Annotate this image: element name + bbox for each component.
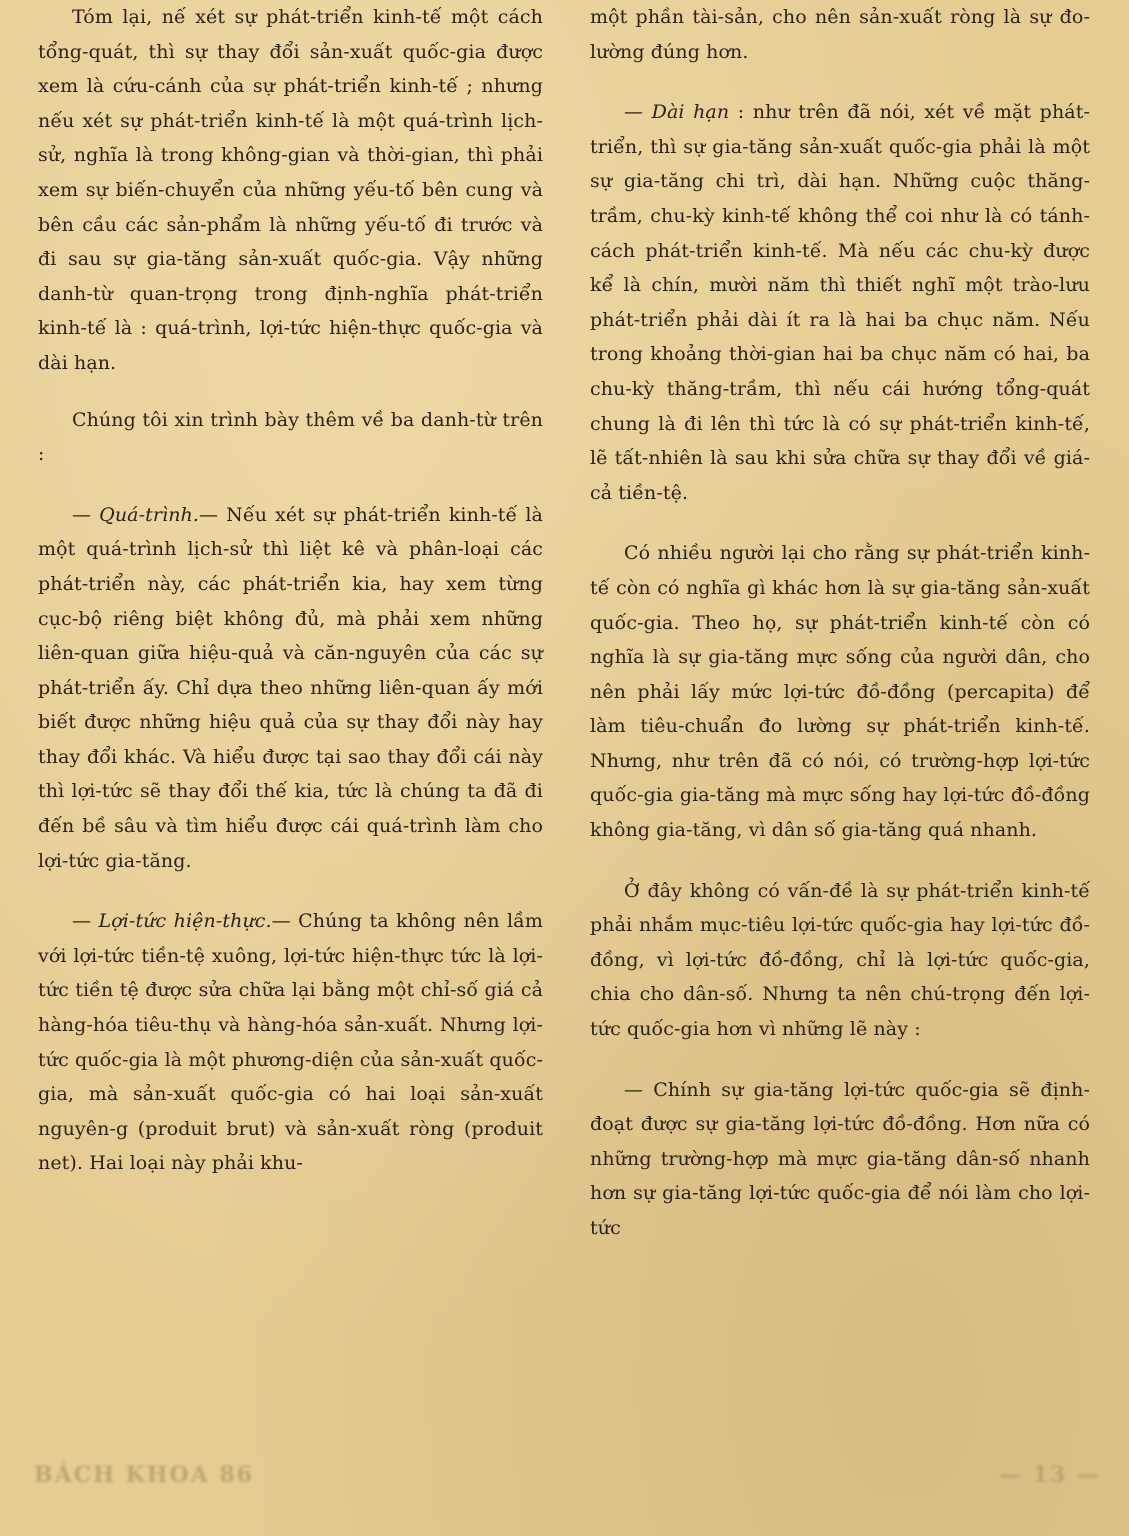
paragraph-three-terms: Chúng tôi xin trình bày thêm về ba danh-từ trên : — [38, 408, 543, 466]
paragraph-population: — Chính sự gia-tăng lợi-tức quốc-gia sẽ định-đoạt được sự gia-tăng lợi-tức đồ-đồng. Hơn nữa có những trường-hợp mà mực gia-tăng dân-số nhanh hơn sự gia-tăng lợi-tức quốc-gia để nói làm cho lợi-tức — [590, 1078, 1090, 1239]
right-column — [590, 0, 1090, 1246]
term-qua-trinh: Quá-trình. — [99, 503, 200, 526]
term-loi-tuc-hien-thuc: Lợi-tức hiện-thực. — [98, 910, 272, 933]
left-column — [38, 0, 543, 1181]
paragraph-percapita: Có nhiều người lại cho rằng sự phát-triển kinh-tế còn có nghĩa gì khác hơn là sự gia-tăng sản-xuất quốc-gia. Theo họ, sự phát-triển kinh-tế còn có nghĩa là sự gia-tăng mực sống của người dân, cho nên phải lấy mức lợi-tức đồ-đồng (percapita) để làm tiêu-chuẩn đo lường sự phát-triển kinh-tế. Nhưng, như trên đã có nói, có trường-hợp lợi-tức quốc-gia gia-tăng mà mực sống hay lợi-tức đồ-đồng không gia-tăng, vì dân số gia-tăng quá nhanh. — [590, 542, 1090, 842]
footer-magazine-name: BÁCH KHOA 86 — [34, 1462, 255, 1488]
paragraph-intro: Tóm lại, nế xét sự phát-triển kinh-tế một cách tổng-quát, thì sự thay đổi sản-xuất quốc-gia được xem là cứu-cánh của sự phát-triển kinh-tế ; nhưng nếu xét sự phát-triển kinh-tế là một quá-trình lịch-sử, nghĩa là trong không-gian và thời-gian, thì phải xem sự biến-chuyển của những yếu-tố bên cung và bên cầu các sản-phẩm là những yếu-tố đi trước và đi sau sự gia-tăng sản-xuất quốc-gia. Vậy những danh-từ quan-trọng trong định-nghĩa phát-triển kinh-tế là : quá-trình, lợi-tức hiện-thực quốc-gia và dài hạn. — [38, 6, 543, 374]
paragraph-continuation: một phần tài-sản, cho nên sản-xuất ròng là sự đo-lường đúng hơn. — [590, 6, 1090, 63]
footer-page-number: — 13 — — [999, 1462, 1101, 1488]
paragraph-qua-trinh-body: — Nếu xét sự phát-triển kinh-tế là một quá-trình lịch-sử thì liệt kê và phân-loại các phát-triển này, các phát-triển kia, hay xem từng cục-bộ riêng biệt không đủ, mà phải xem những liên-quan giữa hiệu-quả và căn-nguyên của các sự phát-triển ấy. Chỉ dựa theo những liên-quan ấy mới biết được những hiệu quả của sự thay đổi này hay thay đổi khác. Và hiểu được tại sao thay đổi cái này thì lợi-tức sẽ thay đổi thế kia, tức là chúng ta đã đi đến bề sâu và tìm hiểu được cái quá-trình làm cho lợi-tức gia-tăng. — [38, 503, 543, 872]
paragraph-qua-trinh — [38, 498, 543, 879]
paragraph-loi-tuc-hien-thuc — [38, 904, 543, 1181]
dash-prefix: — — [624, 101, 652, 124]
paragraph-dai-han-body: : như trên đã nói, xét về mặt phát-triển, thì sự gia-tăng sản-xuất quốc-gia phải là một sự gia-tăng chi trì, dài hạn. Những cuộc thăng-trầm, chu-kỳ kinh-tế không thể coi như là có tánh-cách phát-triển kinh-tế. Mà nếu các chu-kỳ được kể là chín, mười năm thì thiết nghĩ một trào-lưu phát-triển phải dài ít ra là hai ba chục năm. Nếu trong khoảng thời-gian hai ba chục năm có hai, ba chu-kỳ thăng-trầm, thì nếu cái hướng tổng-quát chung là đi lên thì tức là có sự phát-triển kinh-tế, lẽ tất-nhiên là sau khi sửa chữa sự thay đổi về giá-cả tiền-tệ. — [590, 101, 1090, 504]
dash-prefix: — — [72, 910, 99, 933]
paragraph-national-income: Ở đây không có vấn-đề là sự phát-triển kinh-tế phải nhắm mục-tiêu lợi-tức quốc-gia hay lợi-tức đồ-đồng, vì lợi-tức đồ-đồng, chỉ là lợi-tức quốc-gia, chia cho dân-số. Nhưng ta nên chú-trọng đến lợi-tức quốc-gia hơn vì những lẽ này : — [590, 879, 1090, 1041]
term-dai-han: Dài hạn — [651, 101, 730, 124]
paragraph-loi-tuc-body: — Chúng ta không nên lầm với lợi-tức tiền-tệ xuông, lợi-tức hiện-thực tức là lợi-tức tiền tệ được sửa chữa lại bằng một chỉ-số giá cả hàng-hóa tiêu-thụ và hàng-hóa sản-xuất. Nhưng lợi-tức quốc-gia là một phương-diện của sản-xuất quốc-gia, mà sản-xuất quốc-gia có hai loại sản-xuất nguyên-g (produit brut) và sản-xuất ròng (produit net). Hai loại này phải khu- — [38, 910, 543, 1175]
dash-prefix: — — [72, 503, 100, 526]
paragraph-dai-han — [590, 95, 1090, 510]
